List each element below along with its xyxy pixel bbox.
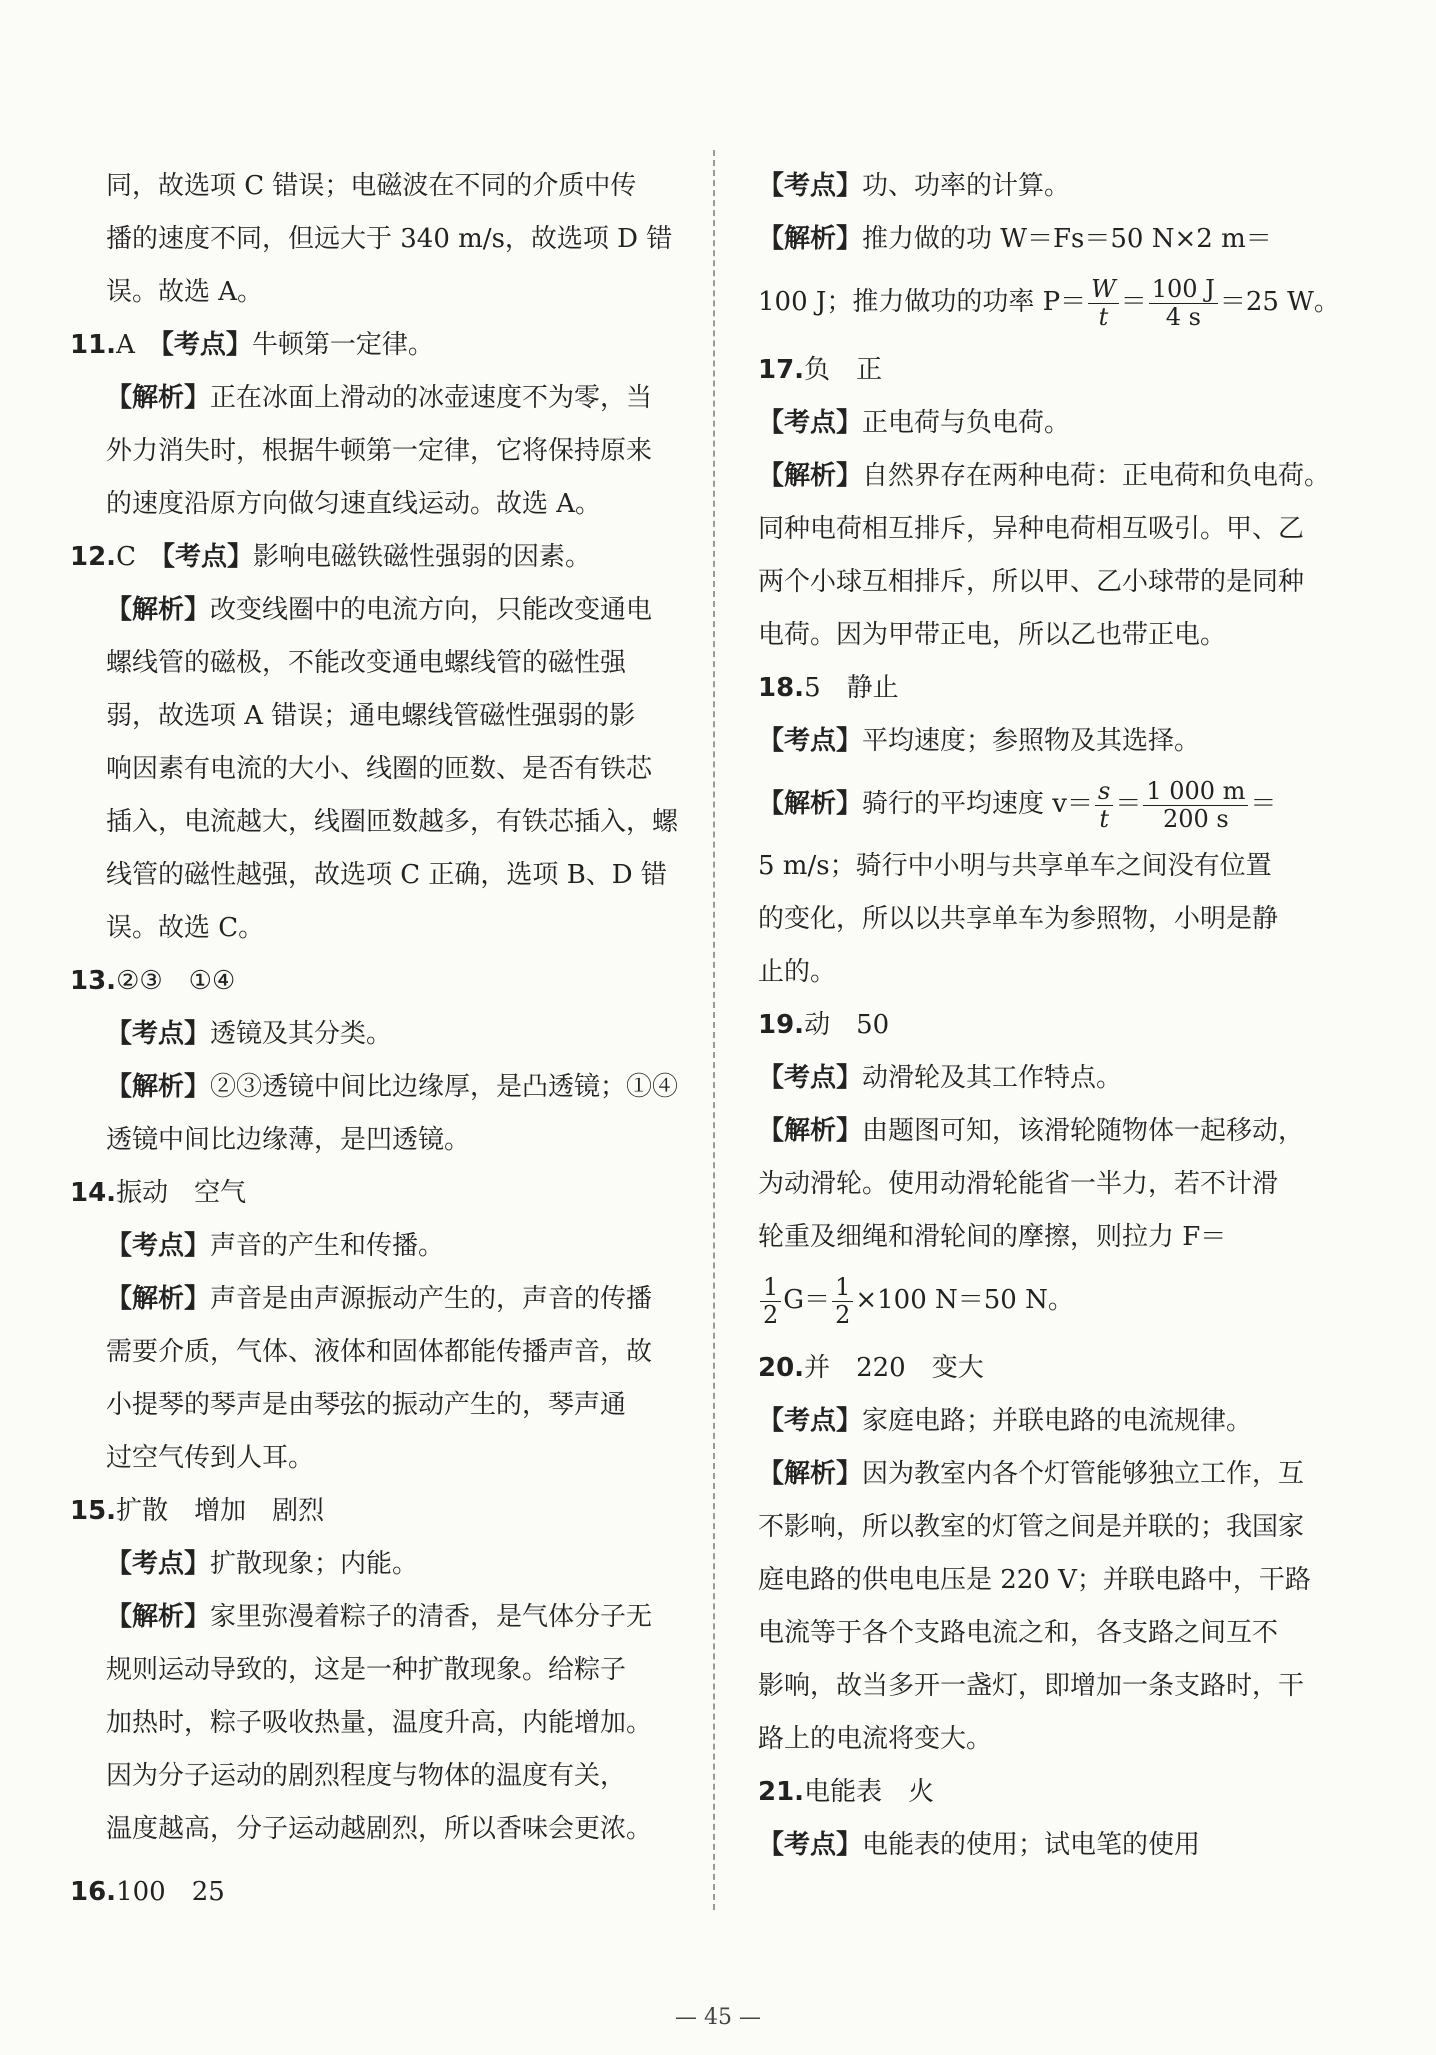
text-line: 温度越高，分子运动越剧烈，所以香味会更浓。 <box>106 1814 653 1844</box>
answer-text: 负 正 <box>804 355 883 385</box>
jiexi-line <box>758 450 1372 503</box>
question-12-answer <box>70 531 682 584</box>
formula-text: 100 J；推力做功的功率 P＝ <box>758 287 1087 317</box>
kaodian-text: 扩散现象；内能。 <box>210 1549 419 1579</box>
kaodian-tag: 【考点】 <box>160 330 252 360</box>
jiexi-line <box>70 1591 682 1644</box>
fraction-denominator: 200 s <box>1162 804 1229 833</box>
kaodian-line <box>758 1052 1372 1105</box>
text-line: 过空气传到人耳。 <box>106 1443 315 1473</box>
fraction-denominator: 4 s <box>1165 302 1201 331</box>
kaodian-tag: 【考点】 <box>106 1019 211 1049</box>
question-number: 16. <box>70 1877 117 1907</box>
question-13-answer <box>70 955 682 1008</box>
kaodian-line <box>70 1008 682 1061</box>
jiexi-tag: 【解析】 <box>758 1116 863 1146</box>
kaodian-tag: 【考点】 <box>106 1549 211 1579</box>
jiexi-tag: 【解析】 <box>758 461 863 491</box>
text-line: 播的速度不同，但远大于 340 m/s，故选项 D 错 <box>106 224 673 254</box>
kaodian-text: 平均速度；参照物及其选择。 <box>862 726 1201 756</box>
kaodian-text: 动滑轮及其工作特点。 <box>862 1063 1123 1093</box>
fraction-numerator: s <box>1095 778 1113 805</box>
page-number: — 45 — <box>675 2005 761 2030</box>
jiexi-text: 自然界存在两种电荷：正电荷和负电荷。 <box>862 461 1331 491</box>
kaodian-tag: 【考点】 <box>758 1406 863 1436</box>
jiexi-line <box>758 1448 1372 1501</box>
text-line: 电流等于各个支路电流之和，各支路之间互不 <box>758 1618 1279 1648</box>
text-line: 弱，故选项 A 错误；通电螺线管磁性强弱的影 <box>106 701 636 731</box>
question-11-answer <box>70 319 682 372</box>
answer-text: 5 静止 <box>804 673 899 703</box>
fraction-denominator: t <box>1098 302 1109 331</box>
text-line: 小提琴的琴声是由琴弦的振动产生的，琴声通 <box>106 1390 627 1420</box>
kaodian-text: 透镜及其分类。 <box>210 1019 393 1049</box>
jiexi-tag: 【解析】 <box>106 595 211 625</box>
question-18-answer <box>758 662 1372 715</box>
fraction <box>1095 778 1113 832</box>
question-19-answer <box>758 999 1372 1052</box>
kaodian-text: 家庭电路；并联电路的电流规律。 <box>862 1406 1253 1436</box>
text-line: 因为分子运动的剧烈程度与物体的温度有关， <box>106 1761 627 1791</box>
text-line: 误。故选 A。 <box>106 277 264 307</box>
text-line: 5 m/s；骑行中小明与共享单车之间没有位置 <box>758 851 1272 881</box>
equals-sign: ＝ <box>1115 789 1142 819</box>
kaodian-tag: 【考点】 <box>758 408 863 438</box>
text-line: 需要介质，气体、液体和固体都能传播声音，故 <box>106 1337 653 1367</box>
answer-text: C <box>116 542 136 572</box>
kaodian-text: 功、功率的计算。 <box>862 171 1071 201</box>
formula-text: 骑行的平均速度 v＝ <box>862 789 1093 819</box>
formula-line <box>758 768 1372 840</box>
question-20-answer <box>758 1342 1372 1395</box>
question-number: 15. <box>70 1496 117 1526</box>
text-line: 不影响，所以教室的灯管之间是并联的；我国家 <box>758 1512 1305 1542</box>
question-number: 18. <box>758 673 805 703</box>
jiexi-tag: 【解析】 <box>758 789 863 819</box>
kaodian-line <box>758 160 1372 213</box>
kaodian-text: 牛顿第一定律。 <box>251 330 434 360</box>
text-line: 规则运动导致的，这是一种扩散现象。给粽子 <box>106 1655 627 1685</box>
fraction-denominator: 2 <box>763 1300 779 1329</box>
jiexi-text: 推力做的功 W＝Fs＝50 N×2 m＝ <box>862 224 1272 254</box>
jiexi-text: 由题图可知，该滑轮随物体一起移动， <box>862 1116 1305 1146</box>
kaodian-line <box>70 1220 682 1273</box>
kaodian-tag: 【考点】 <box>758 726 863 756</box>
left-column <box>70 160 682 1919</box>
kaodian-line <box>758 1819 1372 1872</box>
jiexi-text: 正在冰面上滑动的冰壶速度不为零，当 <box>210 383 653 413</box>
question-number: 12. <box>70 542 117 572</box>
jiexi-line <box>758 213 1372 266</box>
kaodian-line <box>758 397 1372 450</box>
question-21-answer <box>758 1766 1372 1819</box>
text-line: 的变化，所以以共享单车为参照物，小明是静 <box>758 904 1279 934</box>
fraction <box>760 1274 781 1328</box>
text-line: 影响，故当多开一盏灯，即增加一条支路时，干 <box>758 1671 1305 1701</box>
kaodian-tag: 【考点】 <box>758 1830 863 1860</box>
fraction-denominator: t <box>1099 804 1109 833</box>
question-number: 19. <box>758 1010 805 1040</box>
question-number: 20. <box>758 1353 805 1383</box>
jiexi-line <box>70 1061 682 1114</box>
fraction-numerator: W <box>1088 276 1119 303</box>
text-line: 外力消失时，根据牛顿第一定律，它将保持原来 <box>106 436 653 466</box>
kaodian-tag: 【考点】 <box>106 1231 211 1261</box>
text-line: 止的。 <box>758 957 837 987</box>
question-14-answer <box>70 1167 682 1220</box>
kaodian-text: 电能表的使用；试电笔的使用 <box>862 1830 1201 1860</box>
jiexi-tag: 【解析】 <box>758 224 863 254</box>
formula-text: G＝ <box>783 1285 831 1315</box>
jiexi-tag: 【解析】 <box>106 383 211 413</box>
fraction <box>1088 276 1119 330</box>
fraction-numerator: 1 000 m <box>1143 778 1248 805</box>
formula-line <box>758 266 1372 338</box>
fraction <box>1149 276 1218 330</box>
text-line: 的速度沿原方向做匀速直线运动。故选 A。 <box>106 489 602 519</box>
fraction-numerator: 100 J <box>1149 276 1218 303</box>
text-line: 透镜中间比边缘薄，是凹透镜。 <box>106 1125 471 1155</box>
question-number: 21. <box>758 1777 805 1807</box>
answer-text: 电能表 火 <box>804 1777 935 1807</box>
text-line: 庭电路的供电电压是 220 V；并联电路中，干路 <box>758 1565 1311 1595</box>
text-line: 电荷。因为甲带正电，所以乙也带正电。 <box>758 620 1227 650</box>
jiexi-tag: 【解析】 <box>106 1284 211 1314</box>
fraction <box>832 1274 853 1328</box>
kaodian-tag: 【考点】 <box>758 171 863 201</box>
question-number: 14. <box>70 1178 117 1208</box>
jiexi-text: 改变线圈中的电流方向，只能改变通电 <box>210 595 653 625</box>
text-line: 加热时，粽子吸收热量，温度升高，内能增加。 <box>106 1708 653 1738</box>
text-line: 为动滑轮。使用动滑轮能省一半力，若不计滑 <box>758 1169 1279 1199</box>
jiexi-text: 家里弥漫着粽子的清香，是气体分子无 <box>210 1602 653 1632</box>
question-16-answer <box>70 1866 682 1919</box>
fraction <box>1143 778 1248 832</box>
text-line: 线管的磁性越强，故选项 C 正确，选项 B、D 错 <box>106 860 667 890</box>
text-line: 插入，电流越大，线圈匝数越多，有铁芯插入，螺 <box>106 807 679 837</box>
kaodian-tag: 【考点】 <box>758 1063 863 1093</box>
answer-text: 振动 空气 <box>116 1178 247 1208</box>
text-line: 同，故选项 C 错误；电磁波在不同的介质中传 <box>106 171 637 201</box>
kaodian-line <box>758 1395 1372 1448</box>
jiexi-line <box>758 1105 1372 1158</box>
kaodian-text: 声音的产生和传播。 <box>210 1231 445 1261</box>
formula-text: ＝ <box>1250 789 1277 819</box>
answer-text: ②③ ①④ <box>116 966 236 996</box>
kaodian-line <box>758 715 1372 768</box>
question-number: 17. <box>758 355 805 385</box>
formula-text: ×100 N＝50 N。 <box>855 1285 1074 1315</box>
text-line: 轮重及细绳和滑轮间的摩擦，则拉力 F＝ <box>758 1222 1227 1252</box>
jiexi-text: 因为教室内各个灯管能够独立工作，互 <box>862 1459 1305 1489</box>
text-line: 两个小球互相排斥，所以甲、乙小球带的是同种 <box>758 567 1305 597</box>
column-divider <box>713 150 715 1910</box>
jiexi-text: ②③透镜中间比边缘厚，是凸透镜；①④ <box>210 1072 679 1102</box>
kaodian-line <box>70 1538 682 1591</box>
right-column <box>758 160 1372 1872</box>
kaodian-tag: 【考点】 <box>161 542 253 572</box>
formula-text: ＝25 W。 <box>1219 287 1340 317</box>
answer-text: 100 25 <box>116 1877 225 1907</box>
jiexi-tag: 【解析】 <box>106 1072 211 1102</box>
fraction-denominator: 2 <box>835 1300 851 1329</box>
answer-text: 扩散 增加 剧烈 <box>116 1496 325 1526</box>
answer-text: 并 220 变大 <box>804 1353 984 1383</box>
text-line: 误。故选 C。 <box>106 913 265 943</box>
jiexi-line <box>70 1273 682 1326</box>
fraction-numerator: 1 <box>760 1274 781 1301</box>
text-line: 路上的电流将变大。 <box>758 1724 993 1754</box>
formula-line <box>758 1264 1372 1336</box>
jiexi-tag: 【解析】 <box>758 1459 863 1489</box>
kaodian-text: 正电荷与负电荷。 <box>862 408 1071 438</box>
text-line: 响因素有电流的大小、线圈的匝数、是否有铁芯 <box>106 754 653 784</box>
answer-text: A <box>116 330 135 360</box>
fraction-numerator: 1 <box>832 1274 853 1301</box>
kaodian-text: 影响电磁铁磁性强弱的因素。 <box>253 542 592 572</box>
jiexi-tag: 【解析】 <box>106 1602 211 1632</box>
question-15-answer <box>70 1485 682 1538</box>
jiexi-line <box>70 584 682 637</box>
answer-text: 动 50 <box>804 1010 890 1040</box>
jiexi-line <box>70 372 682 425</box>
text-line: 螺线管的磁极，不能改变通电螺线管的磁性强 <box>106 648 627 678</box>
question-number: 13. <box>70 966 117 996</box>
equals-sign: ＝ <box>1120 287 1147 317</box>
jiexi-text: 声音是由声源振动产生的，声音的传播 <box>210 1284 653 1314</box>
text-line: 同种电荷相互排斥，异种电荷相互吸引。甲、乙 <box>758 514 1305 544</box>
question-17-answer <box>758 344 1372 397</box>
question-number: 11. <box>70 330 117 360</box>
